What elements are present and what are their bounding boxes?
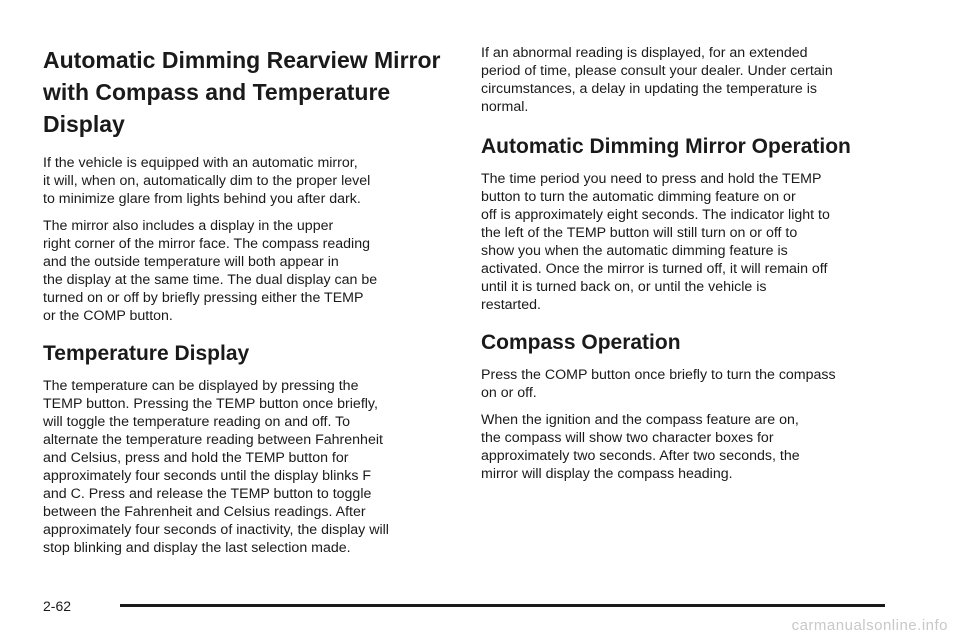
compass-heading-paragraph: When the ignition and the compass feature are on, the compass will show two character boxes for approximately two seconds. After two seconds, the mirror will display the compass heading. [481,412,800,482]
dimming-operation-heading: Automatic Dimming Mirror Operation [481,135,851,158]
display-paragraph: The mirror also includes a display in the upper right corner of the mirror face. The compass reading and the outside temperature will both appear in the display at the same time. The dual display can be turned on or off by briefly pressing either the TEMP or the COMP button. [43,218,378,324]
compass-operation-heading: Compass Operation [481,331,681,354]
abnormal-reading-paragraph: If an abnormal reading is displayed, for an extended period of time, please consult your dealer. Under certain circumstances, a delay in updating the temperature is normal. [481,45,833,115]
watermark: carmanualsonline.info [791,617,948,634]
left-column [43,44,453,566]
footer-rule [120,604,885,607]
temperature-display-heading: Temperature Display [43,342,250,365]
page-number: 2-62 [43,598,72,614]
section-title: Automatic Dimming Rearview Mirror with Compass and Temperature Display [43,47,441,137]
dimming-operation-paragraph: The time period you need to press and hold the TEMP button to turn the automatic dimming feature on or off is approximately eight seconds. The indicator light to the left of the TEMP button will still turn on or off to show you when the automatic dimming feature is activated. Once the mirror is turned off, it will remain off until it is turned back on, or until the vehicle is restarted. [481,171,830,313]
intro-paragraph: If the vehicle is equipped with an automatic mirror, it will, when on, automatically dim to the proper level to minimize glare from lights behind you after dark. [43,155,371,207]
compass-toggle-paragraph: Press the COMP button once briefly to turn the compass on or off. [481,367,836,401]
right-column [481,44,896,492]
temperature-display-paragraph: The temperature can be displayed by pressing the TEMP button. Pressing the TEMP button once briefly, will toggle the temperature reading on and off. To alternate the temperature reading between Fahrenheit and Celsius, press and hold the TEMP button for approximately four seconds until the display blinks F and C. Press and release the TEMP button to toggle between the Fahrenheit and Celsius readings. After approximately four seconds of inactivity, the display will stop blinking and display the last selection made. [43,378,389,556]
